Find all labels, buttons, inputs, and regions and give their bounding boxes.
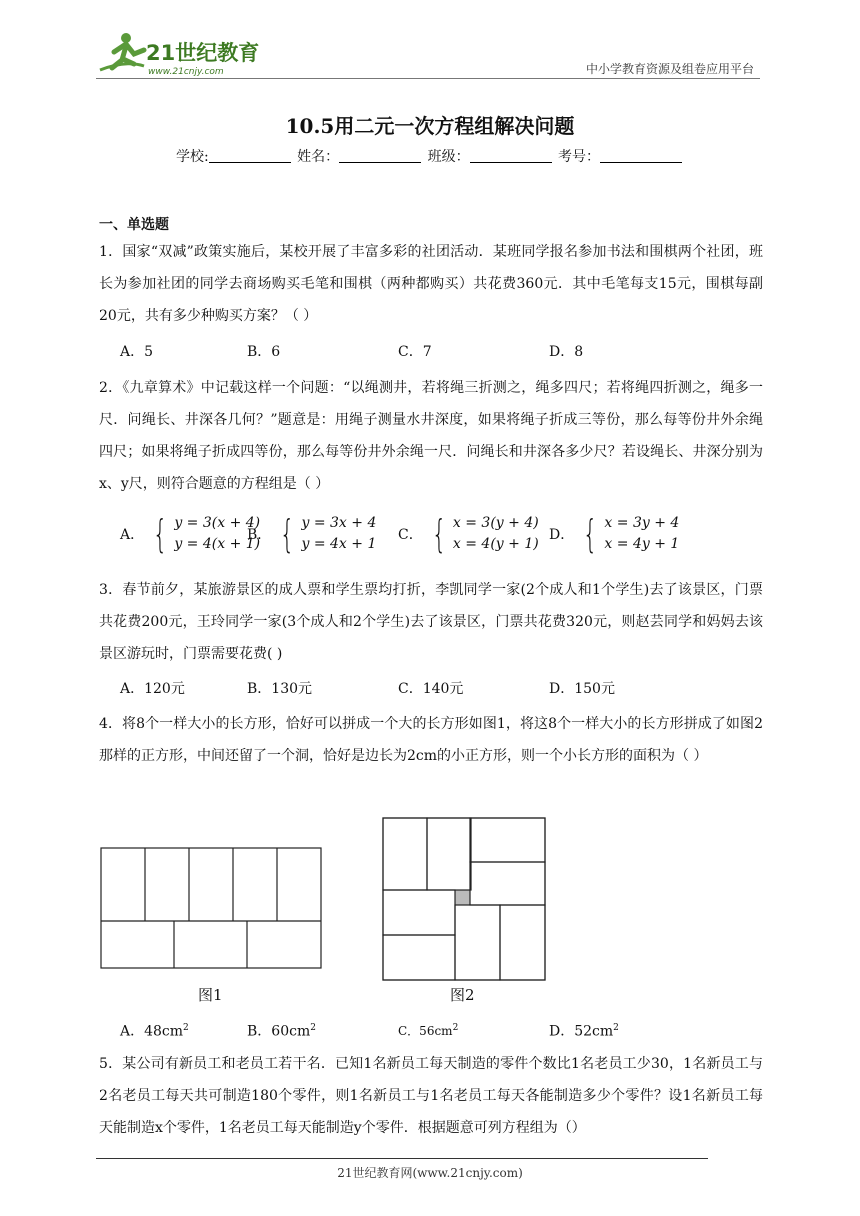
q2-b-eq2: y = 4x + 1 bbox=[301, 536, 377, 552]
q3-option-c[interactable]: C．140元 bbox=[398, 681, 464, 697]
brace-icon: { bbox=[583, 512, 598, 556]
page-title: 10.5用二元一次方程组解决问题 bbox=[285, 114, 575, 138]
site-logo bbox=[96, 30, 266, 80]
q2-option-c[interactable] bbox=[398, 513, 539, 555]
question-3-options bbox=[120, 673, 760, 705]
q1-option-c[interactable]: C．7 bbox=[398, 344, 432, 360]
q1-option-b[interactable]: B．6 bbox=[247, 344, 281, 360]
brace-icon: { bbox=[431, 512, 447, 556]
footer-divider bbox=[96, 1158, 708, 1159]
q2-c-eq1: x = 3(y + 4) bbox=[452, 515, 539, 531]
q2-b-eq1: y = 3x + 4 bbox=[301, 515, 377, 531]
class-field[interactable] bbox=[470, 148, 552, 163]
q4-option-b[interactable]: B．$60cm^2$ bbox=[247, 1023, 316, 1040]
name-field[interactable] bbox=[339, 148, 421, 163]
q2-c-eq2: x = 4(y + 1) bbox=[452, 536, 539, 552]
figure-2 bbox=[382, 817, 546, 981]
name-label: 姓名： bbox=[297, 149, 340, 165]
question-2-options bbox=[120, 513, 760, 557]
svg-text:21世纪教育: 21世纪教育 bbox=[146, 41, 260, 65]
q2-a-eq2: y = 4(x + 1) bbox=[174, 536, 261, 552]
class-label: 班级： bbox=[427, 149, 470, 165]
exam-no-field[interactable] bbox=[600, 148, 682, 163]
brace-icon: { bbox=[280, 512, 295, 556]
q2-option-c-label: C． bbox=[398, 527, 423, 543]
q2-d-eq2: x = 4y + 1 bbox=[604, 536, 680, 552]
question-3-text: 3．春节前夕，某旅游景区的成人票和学生票均打折，李凯同学一家(2个成人和1个学生)去了该景区，门票共花费200元，王玲同学一家(3个成人和2个学生)去了该景区，门票共花费320元，则赵芸同学和妈妈去该景区游玩时，门票需要花费( ) bbox=[99, 582, 763, 662]
exam-no-label: 考号： bbox=[558, 149, 601, 165]
school-field[interactable] bbox=[209, 148, 291, 163]
footer-text[interactable]: 21世纪教育网(www.21cnjy.com) bbox=[337, 1166, 523, 1180]
section-heading: 一、单选题 bbox=[99, 217, 169, 233]
header-divider bbox=[96, 78, 760, 79]
q3-option-d[interactable]: D．150元 bbox=[549, 681, 615, 697]
question-5-text: 5．某公司有新员工和老员工若干名．已知1名新员工每天制造的零件个数比1名老员工少30，1名新员工与2名老员工每天共可制造180个零件，则1名新员工与1名老员工每天各能制造多少个零件？设1名新员工每天能制造x个零件，1名老员工每天能制造y个零件．根据题意可列方程组为（） bbox=[99, 1056, 763, 1136]
q1-option-a[interactable]: A．5 bbox=[120, 344, 154, 360]
q4-option-d[interactable]: D．$52cm^2$ bbox=[549, 1023, 619, 1040]
figure-1 bbox=[100, 847, 322, 969]
question-1-options bbox=[120, 336, 760, 368]
question-4-options bbox=[120, 1012, 760, 1044]
q1-option-d[interactable]: D．8 bbox=[549, 344, 584, 360]
q3-option-b[interactable]: B．130元 bbox=[247, 681, 313, 697]
q2-a-eq1: y = 3(x + 4) bbox=[174, 515, 261, 531]
q2-option-a[interactable] bbox=[120, 513, 260, 555]
question-1-text: 1．国家“双减”政策实施后，某校开展了丰富多彩的社团活动．某班同学报名参加书法和围棋两个社团，班长为参加社团的同学去商场购买毛笔和围棋（两种都购买）共花费360元．其中毛笔每支15元，围棋每副20元，共有多少种购买方案？（ ） bbox=[99, 244, 763, 324]
figure-2-caption: 图2 bbox=[450, 986, 475, 1004]
question-4-text: 4．将8个一样大小的长方形，恰好可以拼成一个大的长方形如图1，将这8个一样大小的长方形拼成了如图2那样的正方形，中间还留了一个洞，恰好是边长为2cm的小正方形，则一个小长方形的面积为（ ） bbox=[99, 716, 763, 764]
brace-icon: { bbox=[152, 512, 168, 556]
q3-option-a[interactable]: A．120元 bbox=[120, 681, 185, 697]
q2-option-d[interactable] bbox=[549, 513, 679, 555]
q2-option-b[interactable] bbox=[247, 513, 376, 555]
figure-1-caption: 图1 bbox=[198, 986, 223, 1004]
question-2-text: 2．《九章算术》中记载这样一个问题：“以绳测井，若将绳三折测之，绳多四尺；若将绳四折测之，绳多一尺．问绳长、井深各几何？”题意是：用绳子测量水井深度，如果将绳子折成三等份，那么每等份井外余绳四尺；如果将绳子折成四等份，那么每等份井外余绳一尺．问绳长和井深各多少尺？若设绳长、井深分别为x、y尺，则符合题意的方程组是（ ） bbox=[99, 380, 763, 492]
q4-option-c[interactable]: C．$56cm^2$ bbox=[398, 1023, 459, 1038]
q2-option-d-label: D． bbox=[549, 527, 575, 543]
q2-d-eq1: x = 3y + 4 bbox=[604, 515, 680, 531]
school-label: 学校: bbox=[175, 149, 209, 165]
q4-option-a[interactable]: A．$48cm^2$ bbox=[120, 1023, 189, 1040]
header-platform-text: 中小学教育资源及组卷应用平台 bbox=[585, 62, 754, 76]
q2-option-b-label: B． bbox=[247, 527, 272, 543]
svg-text:www.21cnjy.com: www.21cnjy.com bbox=[148, 67, 224, 77]
student-info-line bbox=[0, 146, 860, 166]
q2-option-a-label: A． bbox=[120, 527, 145, 543]
